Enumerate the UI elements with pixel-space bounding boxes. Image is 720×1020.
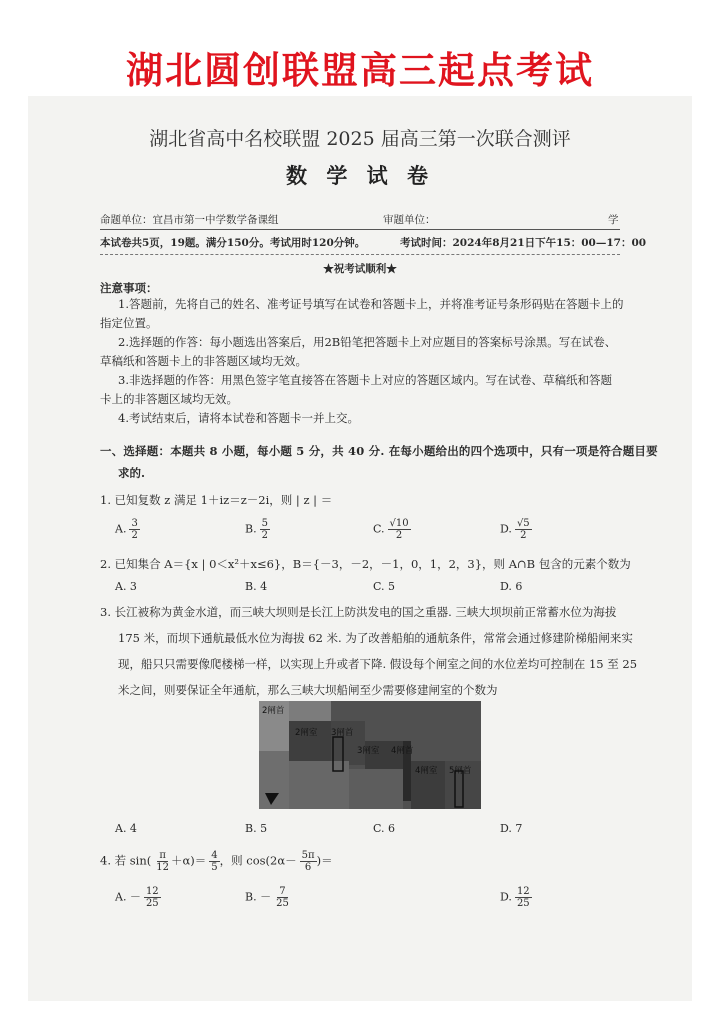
question-4-stem: 4. 若 sin( $\frac{\pi}{12}$ ＋α)＝ $\frac{4}{5}$ ，则 cos(2α－ $\frac{5\pi}{6}$ )＝ — [100, 850, 333, 873]
header-rule — [100, 229, 620, 230]
exam-time: 考试时间：2024年8月21日下午15：00—17：00 — [400, 237, 647, 249]
figure-label: 4闸首 — [391, 746, 414, 756]
option-c: C. $\frac{√10}{2}$ — [373, 518, 409, 541]
setter-info: 命题单位：宜昌市第一中学数学备课组 — [100, 214, 279, 226]
good-luck: ★祝考试顺利★ — [323, 263, 397, 275]
reviewer-tail: 学 — [608, 214, 619, 226]
section-heading: 一、选择题：本题共 8 小题，每小题 5 分，共 40 分. 在每小题给出的四个选项中，只有一项是符合题目要 — [100, 444, 658, 458]
option-a: A. － $\frac{12}{25}$ — [115, 886, 159, 909]
figure-label: 2闸室 — [295, 728, 318, 738]
ship-lock-figure — [259, 701, 481, 809]
option-d: D. 7 — [500, 822, 523, 835]
notes-item: 指定位置。 — [100, 316, 158, 330]
exam-summary: 本试卷共5页，19题。满分150分。考试用时120分钟。 — [100, 237, 366, 249]
header-rule-dashed — [100, 254, 620, 255]
option-b: B. $\frac{5}{2}$ — [245, 518, 268, 541]
exam-title: 湖北省高中名校联盟 2025 届高三第一次联合测评 — [149, 128, 571, 150]
option-d: D. 6 — [500, 580, 523, 593]
notes-heading: 注意事项： — [100, 281, 158, 295]
option-d: D. $\frac{√5}{2}$ — [500, 518, 530, 541]
option-b: B. 5 — [245, 822, 268, 835]
option-c: C. 6 — [373, 822, 396, 835]
option-a: A. 4 — [115, 822, 137, 835]
notes-item: 4.考试结束后，请将本试卷和答题卡一并上交。 — [118, 411, 359, 425]
figure-label: 2闸首 — [262, 706, 285, 716]
question-2-stem: 2. 已知集合 A＝{x | 0＜x²＋x≤6}，B＝{－3，－2，－1，0，1，2，3}，则 A∩B 包含的元素个数为 — [100, 557, 631, 571]
subject-title: 数 学 试 卷 — [286, 163, 434, 188]
option-b: B. 4 — [245, 580, 268, 593]
notes-item: 卡上的非答题区域均无效。 — [100, 392, 238, 406]
figure-label: 3闸室 — [357, 746, 380, 756]
notes-item: 3.非选择题的作答：用黑色签字笔直接答在答题卡上对应的答题区域内。写在试卷、草稿纸和答题 — [118, 373, 612, 387]
notes-item: 2.选择题的作答：每小题选出答案后，用2B铅笔把答题卡上对应题目的答案标号涂黑。写在试卷、 — [118, 335, 617, 349]
question-3-stem: 3. 长江被称为黄金水道，而三峡大坝则是长江上防洪发电的国之重器. 三峡大坝坝前正常蓄水位为海拔 — [100, 605, 617, 619]
figure-label: 3闸首 — [331, 728, 354, 738]
option-a: A. $\frac{3}{2}$ — [115, 518, 138, 541]
question-1-stem: 1. 已知复数 z 满足 1＋iz＝z－2i，则 | z | ＝ — [100, 493, 333, 507]
option-c: C. 5 — [373, 580, 396, 593]
notes-item: 1.答题前，先将自己的姓名、准考证号填写在试卷和答题卡上，并将准考证号条形码贴在答题卡上的 — [118, 297, 624, 311]
option-b: B. － $\frac{7}{25}$ — [245, 886, 289, 909]
option-d: D. $\frac{12}{25}$ — [500, 886, 530, 909]
option-a: A. 3 — [115, 580, 137, 593]
section-heading-cont: 求的. — [118, 466, 146, 480]
question-3-stem: 米之间，则要保证全年通航，那么三峡大坝船闸至少需要修建闸室的个数为 — [118, 683, 498, 697]
reviewer-info: 审题单位： — [383, 214, 436, 226]
figure-label: 4闸室 — [415, 766, 438, 776]
banner-title: 湖北圆创联盟高三起点考试 — [126, 49, 594, 92]
notes-item: 草稿纸和答题卡上的非答题区域均无效。 — [100, 354, 307, 368]
question-3-stem: 175 米，而坝下通航最低水位为海拔 62 米. 为了改善船舶的通航条件，常常会通过修建阶梯船闸来实 — [118, 631, 633, 645]
figure-label: 5闸首 — [449, 766, 472, 776]
question-3-stem: 现，船只只需要像爬楼梯一样，以实现上升或者下降. 假设每个闸室之间的水位差均可控制在 15 至 25 — [118, 657, 638, 671]
